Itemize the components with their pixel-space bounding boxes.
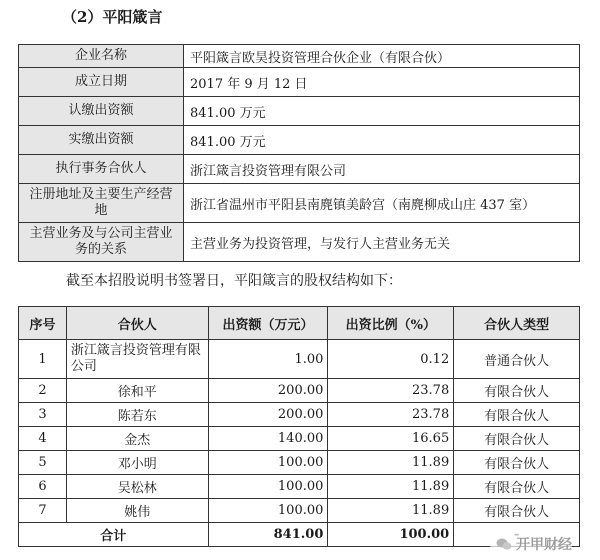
row-type: 有限合伙人 [454, 403, 580, 427]
row-partner: 陈若东 [66, 403, 208, 427]
row-no: 5 [19, 451, 67, 475]
watermark [490, 532, 572, 556]
row-partner: 姚伟 [66, 499, 208, 523]
info-label: 成立日期 [19, 68, 184, 97]
info-row [19, 223, 580, 262]
row-amount: 100.00 [208, 499, 328, 523]
row-ratio: 0.12 [328, 340, 454, 379]
col-header-type: 合伙人类型 [454, 307, 580, 340]
row-no: 7 [19, 499, 67, 523]
info-value: 浙江省温州市平阳县南麂镇美龄宫（南麂柳成山庄 437 室） [184, 184, 580, 223]
row-partner: 吴松林 [66, 475, 208, 499]
row-ratio: 11.89 [328, 475, 454, 499]
info-row [19, 97, 580, 126]
watermark-text: 开甲财经 [516, 537, 572, 553]
total-label: 合计 [19, 523, 209, 547]
row-partner: 徐和平 [66, 379, 208, 403]
row-type: 有限合伙人 [454, 451, 580, 475]
row-partner: 浙江箴言投资管理有限公司 [66, 340, 208, 379]
row-amount: 200.00 [208, 403, 328, 427]
row-ratio: 11.89 [328, 499, 454, 523]
info-label: 注册地址及主要生产经营地 [19, 184, 184, 223]
row-type: 有限合伙人 [454, 499, 580, 523]
row-amount: 100.00 [208, 451, 328, 475]
row-amount: 140.00 [208, 427, 328, 451]
col-header-ratio: 出资比例（%） [328, 307, 454, 340]
info-value: 841.00 万元 [184, 126, 580, 155]
row-amount: 1.00 [208, 340, 328, 379]
total-ratio: 100.00 [328, 523, 454, 547]
info-label: 认缴出资额 [19, 97, 184, 126]
row-partner: 邓小明 [66, 451, 208, 475]
row-no: 1 [19, 340, 67, 379]
equity-header-row [19, 307, 580, 340]
row-ratio: 23.78 [328, 403, 454, 427]
info-label: 企业名称 [19, 45, 184, 68]
info-value: 主营业务为投资管理，与发行人主营业务无关 [184, 223, 580, 262]
table-row [19, 475, 580, 499]
company-info-table [18, 44, 580, 262]
info-row [19, 68, 580, 97]
info-row [19, 45, 580, 68]
row-no: 4 [19, 427, 67, 451]
row-no: 2 [19, 379, 67, 403]
info-value: 2017 年 9 月 12 日 [184, 68, 580, 97]
intro-paragraph: 截至本招股说明书签署日，平阳箴言的股权结构如下： [66, 273, 402, 289]
table-row [19, 451, 580, 475]
row-type: 普通合伙人 [454, 340, 580, 379]
info-row [19, 155, 580, 184]
row-type: 有限合伙人 [454, 379, 580, 403]
table-row [19, 340, 580, 379]
col-header-partner: 合伙人 [66, 307, 208, 340]
chat-bubble-icon [496, 536, 512, 552]
info-value: 平阳箴言欧昊投资管理合伙企业（有限合伙） [184, 45, 580, 68]
table-row [19, 427, 580, 451]
info-row [19, 184, 580, 223]
row-no: 6 [19, 475, 67, 499]
table-row [19, 403, 580, 427]
row-ratio: 11.89 [328, 451, 454, 475]
section-heading: （2）平阳箴言 [62, 8, 163, 26]
row-amount: 100.00 [208, 475, 328, 499]
table-row [19, 499, 580, 523]
info-label: 主营业务及与公司主营业务的关系 [19, 223, 184, 262]
row-type: 有限合伙人 [454, 475, 580, 499]
row-amount: 200.00 [208, 379, 328, 403]
col-header-amount: 出资额（万元） [208, 307, 328, 340]
equity-table [18, 306, 580, 547]
row-no: 3 [19, 403, 67, 427]
row-type: 有限合伙人 [454, 427, 580, 451]
row-partner: 金杰 [66, 427, 208, 451]
info-value: 浙江箴言投资管理有限公司 [184, 155, 580, 184]
col-header-no: 序号 [19, 307, 67, 340]
row-ratio: 23.78 [328, 379, 454, 403]
info-value: 841.00 万元 [184, 97, 580, 126]
row-ratio: 16.65 [328, 427, 454, 451]
table-row [19, 379, 580, 403]
info-label: 实缴出资额 [19, 126, 184, 155]
info-label: 执行事务合伙人 [19, 155, 184, 184]
total-amount: 841.00 [208, 523, 328, 547]
info-row [19, 126, 580, 155]
